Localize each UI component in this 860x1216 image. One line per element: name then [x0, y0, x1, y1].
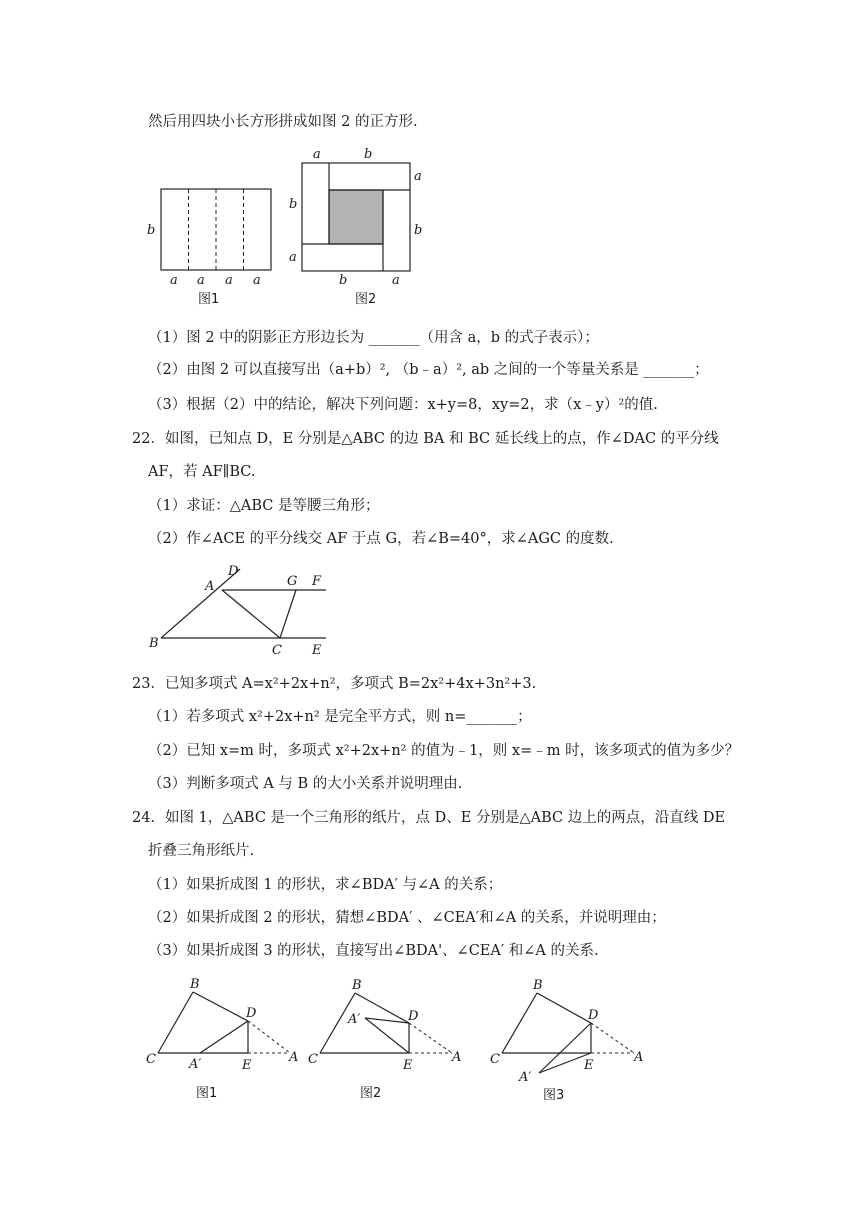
q22-label-C: C: [272, 643, 282, 658]
q22-label-D: D: [228, 564, 239, 579]
q24-fig2-label-E: E: [403, 1058, 413, 1073]
q24-figure-1: [146, 977, 298, 1101]
q22-part2: （2）作∠ACE 的平分线交 AF 于点 G，若∠B=40°，求∠AGC 的度数.: [148, 531, 614, 547]
fig1-bottom-label-4: a: [253, 273, 261, 288]
q23-part1: （1）若多项式 x²+2x+n² 是完全平方式，则 n=_______；: [148, 709, 532, 725]
q24-fig3-label-A: A: [634, 1050, 644, 1065]
q24-fig1-label-A: A: [289, 1050, 299, 1065]
q24-fig1-label-C: C: [146, 1052, 156, 1067]
q24-part2: （2）如果折成图 2 的形状，猜想∠BDA′ 、∠CEA′和∠A 的关系，并说明理由；: [148, 910, 666, 926]
q24-fig3-label-E: E: [584, 1058, 594, 1073]
q22-stem-line1: 22．如图，已知点 D，E 分别是△ABC 的边 BA 和 BC 延长线上的点，作∠DAC 的平分线: [132, 431, 719, 447]
fig1-bottom-label-2: a: [197, 273, 205, 288]
fig2-bottom-label-b: b: [339, 273, 348, 288]
fig1-caption: 图1: [198, 292, 220, 307]
q24-fig2-label-B: B: [352, 978, 362, 993]
q24-figure-2: [308, 978, 461, 1101]
q22-label-E: E: [312, 643, 322, 658]
fig2-left-label-a: a: [289, 250, 297, 265]
q23-part3: （3）判断多项式 A 与 B 的大小关系并说明理由.: [148, 776, 463, 792]
q24-fig2-label-C: C: [308, 1052, 318, 1067]
q23-part2: （2）已知 x=m 时，多项式 x²+2x+n² 的值为﹣1，则 x=﹣m 时，该多项式的值为多少？: [148, 743, 740, 759]
q24-fig1-label-B: B: [190, 977, 200, 992]
q24-fig3-label-B: B: [533, 978, 543, 993]
fig2-left-label-b: b: [289, 197, 298, 212]
q21-part1: （1）图 2 中的阴影正方形边长为 _______（用含 a，b 的式子表示）；: [148, 330, 599, 346]
fig2-top-label-a: a: [313, 147, 321, 162]
fig2-right-label-a: a: [414, 169, 422, 184]
q22-label-F: F: [312, 574, 322, 589]
q24-fig2-label-A: A: [452, 1050, 462, 1065]
q21-part2: （2）由图 2 可以直接写出（a+b）², （b﹣a）², ab 之间的一个等量关系是 _______；: [148, 362, 709, 378]
q24-part1: （1）如果折成图 1 的形状，求∠BDA′ 与∠A 的关系；: [148, 877, 503, 893]
fig1-side-label: b: [147, 223, 156, 238]
q24-fig1-label-D: D: [246, 1006, 257, 1021]
q23-stem: 23．已知多项式 A=x²+2x+n²，多项式 B=2x²+4x+3n²+3.: [132, 676, 537, 692]
q24-fig1-label-Aprime: A′: [189, 1057, 202, 1072]
q24-fig3-label-C: C: [490, 1052, 500, 1067]
q22-label-G: G: [287, 574, 298, 589]
q24-fig3-label-Aprime: A′: [519, 1070, 532, 1085]
q24-fig1-caption: 图1: [196, 1086, 218, 1101]
fig2-right-label-b: b: [414, 223, 423, 238]
q24-fig1-label-E: E: [242, 1058, 252, 1073]
q24-fig3-caption: 图3: [543, 1088, 565, 1103]
fig1-bottom-label-3: a: [225, 273, 233, 288]
q21-part3: （3）根据（2）中的结论，解决下列问题：x+y=8，xy=2，求（x﹣y）²的值.: [148, 397, 658, 413]
intro-line: 然后用四块小长方形拼成如图 2 的正方形.: [148, 114, 418, 130]
fig2-bottom-label-a: a: [392, 273, 400, 288]
q22-label-A: A: [205, 579, 215, 594]
q24-fig2-label-Aprime: A′: [348, 1012, 361, 1027]
q22-stem-line2: AF，若 AF∥BC.: [148, 464, 256, 480]
q24-part3: （3）如果折成图 3 的形状，直接写出∠BDA'、∠CEA′ 和∠A 的关系.: [148, 943, 599, 959]
q24-stem-line2: 折叠三角形纸片.: [148, 843, 255, 859]
fig1-bottom-label-1: a: [170, 273, 178, 288]
q22-label-B: B: [149, 636, 159, 651]
q24-fig2-label-D: D: [408, 1009, 419, 1024]
q22-part1: （1）求证：△ABC 是等腰三角形；: [148, 498, 380, 514]
q24-fig2-caption: 图2: [360, 1086, 382, 1101]
q24-fig3-label-D: D: [588, 1008, 599, 1023]
fig2-caption: 图2: [355, 292, 377, 307]
q24-stem-line1: 24．如图 1，△ABC 是一个三角形的纸片，点 D、E 分别是△ABC 边上的两点，沿直线 DE: [132, 810, 726, 826]
q24-figure-3: [490, 978, 643, 1103]
fig2-top-label-b: b: [364, 147, 373, 162]
